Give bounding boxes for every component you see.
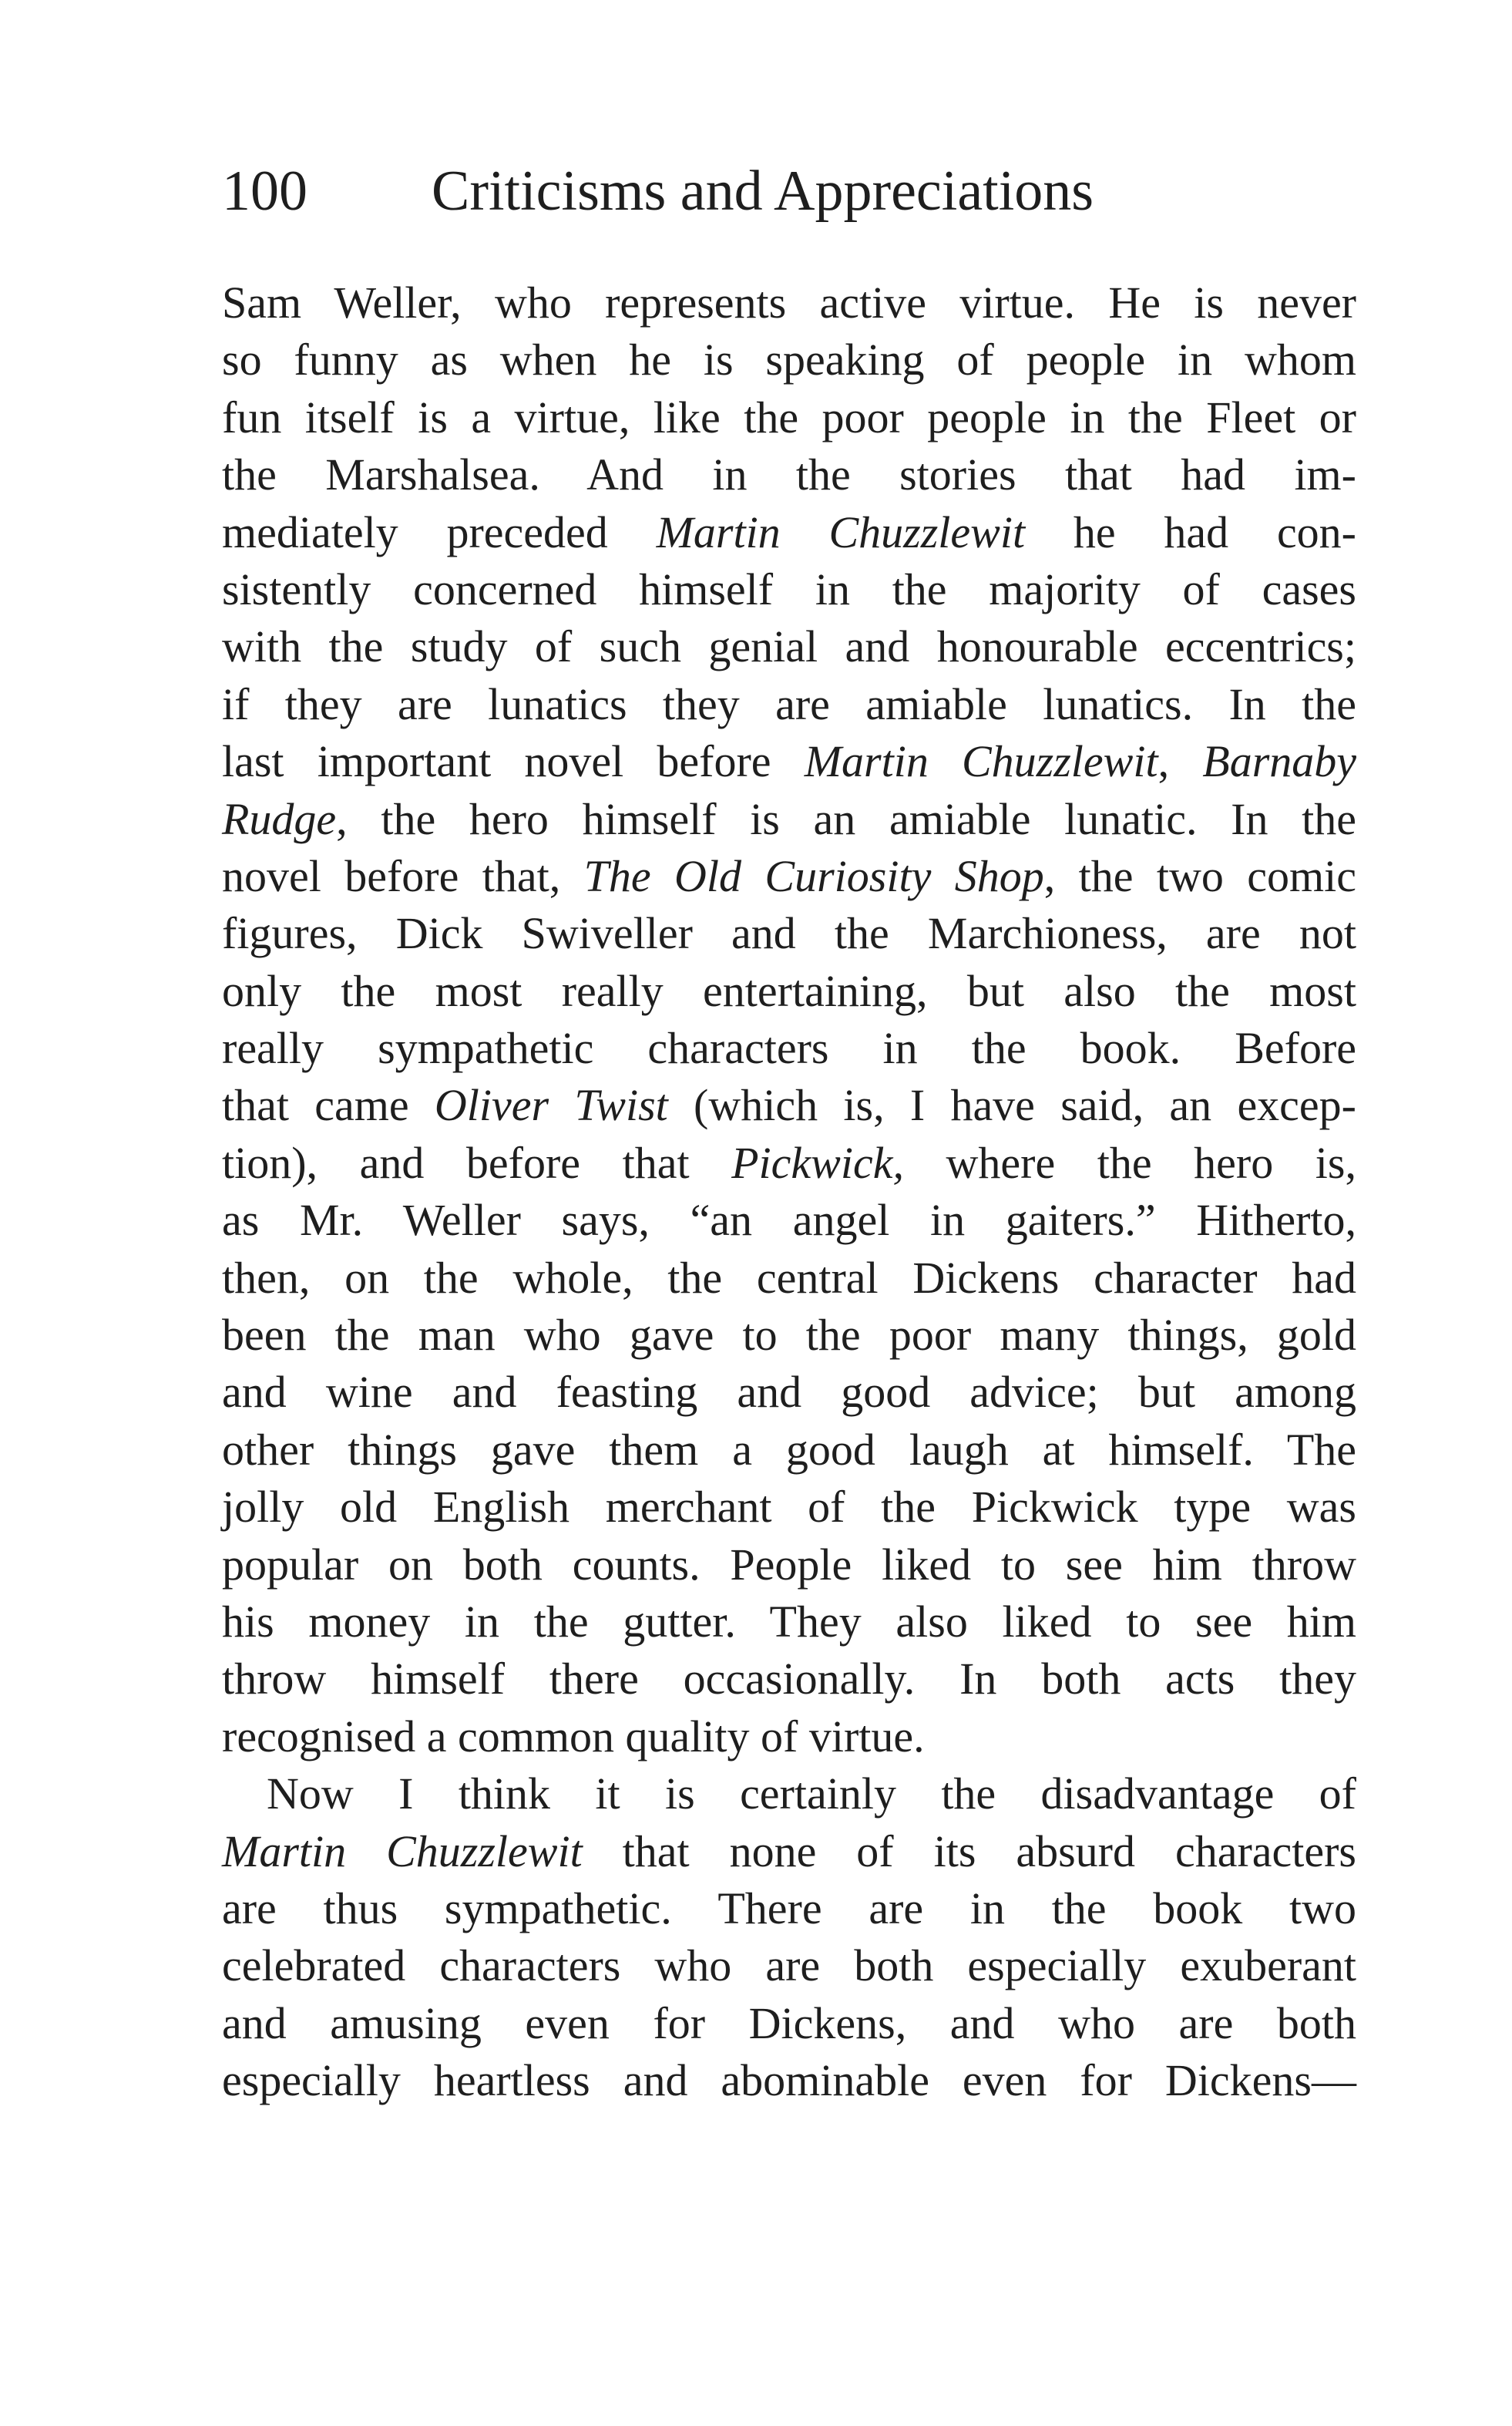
text-line: mediately preceded Martin Chuzzlewit he had con- [222, 506, 1356, 557]
page-number: 100 [222, 160, 307, 223]
text-line: especially heartless and abominable even for Dickens— [222, 2055, 1356, 2106]
text-line: jolly old English merchant of the Pickwick type was [222, 1482, 1356, 1533]
text-line: tion), and before that Pickwick, where the hero is, [222, 1137, 1356, 1188]
text-line: recognised a common quality of virtue. [222, 1711, 925, 1761]
text-line: last important novel before Martin Chuzzlewit, Barnaby [222, 736, 1357, 787]
text-line: are thus sympathetic. There are in the book two [222, 1883, 1356, 1933]
text-line: with the study of such genial and honourable eccentrics; [222, 621, 1356, 672]
text-line: fun itself is a virtue, like the poor people in the Fleet or [222, 392, 1356, 442]
text-line: been the man who gave to the poor many things, gold [222, 1310, 1356, 1361]
text-line: Sam Weller, who represents active virtue. He is never [222, 278, 1356, 328]
text-line: if they are lunatics they are amiable lunatics. In the [222, 678, 1356, 729]
text-line: then, on the whole, the central Dickens character had [222, 1252, 1356, 1303]
text-line: and amusing even for Dickens, and who are both [222, 1997, 1356, 2048]
text-line: that came Oliver Twist (which is, I have said, an excep- [222, 1080, 1356, 1131]
text-line: celebrated characters who are both especially exuberant [222, 1940, 1356, 1991]
text-line: Rudge, the hero himself is an amiable lunatic. In the [222, 793, 1356, 844]
text-line: really sympathetic characters in the book. Before [222, 1023, 1356, 1074]
text-line: throw himself there occasionally. In both acts they [222, 1654, 1356, 1704]
text-line: Martin Chuzzlewit that none of its absurd characters [222, 1825, 1356, 1876]
text-line: popular on both counts. People liked to see him throw [222, 1539, 1356, 1590]
text-line: novel before that, The Old Curiosity Shop, the two comic [222, 850, 1357, 901]
text-line: Now I think it is certainly the disadvantage of [267, 1768, 1356, 1819]
text-line: only the most really entertaining, but also the most [222, 965, 1356, 1016]
text-line: figures, Dick Swiveller and the Marchioness, are not [222, 908, 1356, 959]
text-line: and wine and feasting and good advice; but among [222, 1367, 1356, 1418]
text-line: as Mr. Weller says, “an angel in gaiters.” Hitherto, [222, 1195, 1356, 1246]
running-header [222, 153, 1378, 230]
body-text [222, 274, 1356, 2110]
text-line: other things gave them a good laugh at himself. The [222, 1424, 1356, 1475]
text-line: sistently concerned himself in the majority of cases [222, 564, 1356, 614]
running-title: Criticisms and Appreciations [432, 160, 1094, 223]
text-line: his money in the gutter. They also liked to see him [222, 1596, 1356, 1647]
text-line: so funny as when he is speaking of people in whom [222, 335, 1356, 385]
text-line: the Marshalsea. And in the stories that had im- [222, 449, 1356, 500]
